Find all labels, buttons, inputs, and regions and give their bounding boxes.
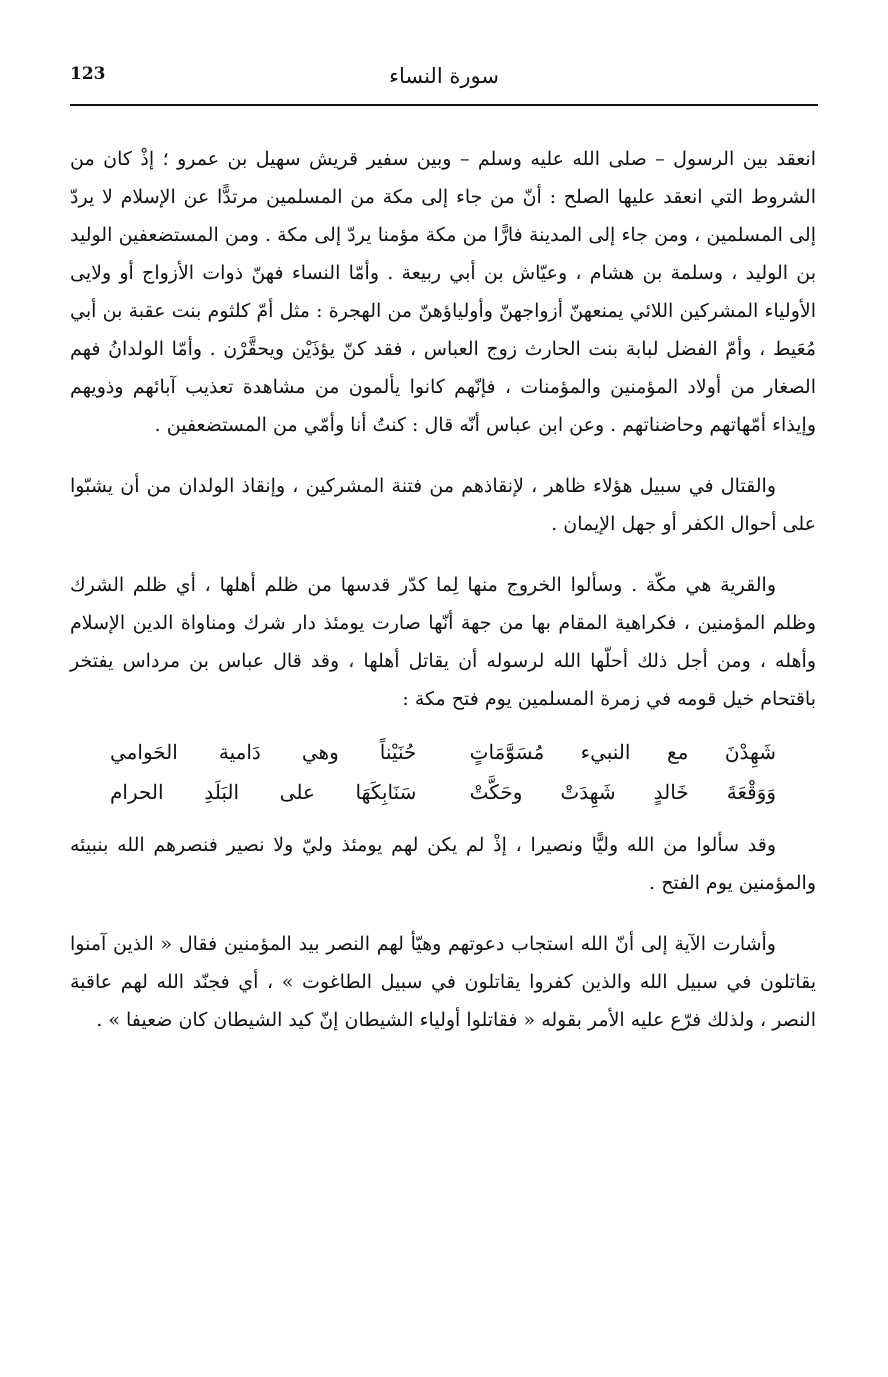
paragraph-1: انعقد بين الرسول – صلى الله عليه وسلم – وبين سفير قريش سهيل بن عمرو ؛ إذْ كان من الشروط التي انعقد عليها الصلح : أنّ من جاء إلى مكة من المسلمين مرتدًّا عن الإسلام لا يردّ إلى المسلمين ، ومن جاء إلى المدينة فارًّا من مكة مؤمنا يردّ إلى مكة . ومن المستضعفين الوليد بن الوليد ، وسلمة بن هشام ، وعيّاش بن أبي ربيعة . وأمّا النساء فهنّ ذوات الأزواج أو ولايى الأولياء المشركين اللائي يمنعهنّ أزواجهنّ وأولياؤهنّ من الهجرة : مثل أمّ كلثوم بنت عقبة بن أبي مُعَيط ، وأمّ الفضل لبابة بنت الحارث زوج العباس ، فقد كنّ يؤذَيْن ويحقَّرْن . وأمّا الولدانُ فهم الصغار من أولاد المؤمنين والمؤمنات ، فإنّهم كانوا يألمون من مشاهدة تعذيب آبائهم وذويهم وإيذاء أمّهاتهم وحاضناتهم . وعن ابن عباس أنّه قال : كنتُ أنا وأمّي من المستضعفين . (70, 148, 816, 436)
body-text (70, 140, 816, 1039)
paragraph-gap (70, 902, 816, 925)
page-number: 123 (70, 64, 106, 84)
verse-line-2-first-hemistich: وَوَقْعَةَ خَالدٍ شَهِدَتْ وحَكَّتْ (469, 780, 776, 804)
paragraph-5: وأشارت الآية إلى أنّ الله استجاب دعوتهم وهيّأ لهم النصر بيد المؤمنين فقال « الذين آمنوا يقاتلون في سبيل الله والذين كفروا يقاتلون في سبيل الطاغوت » ، أي فجنّد الله لهم عاقبة النصر ، ولذلك فرّع عليه الأمر بقوله « فقاتلوا أولياء الشيطان إنّ كيد الشيطان كان ضعيفا » . (70, 933, 816, 1031)
verse-line-1-second-hemistich: حُنَيْناً وهي دَامية الحَوامي (110, 740, 417, 764)
verse-line-2-second-hemistich: سَنَابِكَهَا على البَلَدِ الحرام (110, 780, 417, 804)
paragraph-2: والقتال في سبيل هؤلاء ظاهر ، لإنقاذهم من فتنة المشركين ، وإنقاذ الولدان من أن يشبّوا على أحوال الكفر أو جهل الإيمان . (70, 475, 816, 535)
page-header (70, 64, 818, 104)
paragraph-3: والقرية هي مكّة . وسألوا الخروج منها لِما كدّر قدسها من ظلم أهلها ، أي ظلم الشرك وظلم المؤمنين ، فكراهية المقام بها من جهة أنّها صارت يومئذ دار شرك ومناواة الدين الإسلام وأهله ، ومن أجل ذلك أحلّها الله لرسوله أن يقاتل أهلها ، وقد قال عباس بن مرداس يفتخر باقتحام خيل قومه في زمرة المسلمين يوم فتح مكة : (70, 574, 816, 710)
paragraph-gap (70, 543, 816, 566)
verse-line-2 (110, 772, 776, 812)
header-rule (70, 104, 818, 106)
verse-line-1 (110, 732, 776, 772)
running-title: سورة النساء (389, 64, 499, 88)
paragraph-gap (70, 444, 816, 467)
verse-line-1-first-hemistich: شَهِدْنَ مع النبيء مُسَوَّمَاتٍ (469, 740, 776, 764)
poetry-verse (110, 732, 776, 812)
paragraph-4: وقد سألوا من الله وليًّا ونصيرا ، إذْ لم يكن لهم يومئذ وليّ ولا نصير فنصرهم الله بنبيئه والمؤمنين يوم الفتح . (70, 834, 816, 894)
